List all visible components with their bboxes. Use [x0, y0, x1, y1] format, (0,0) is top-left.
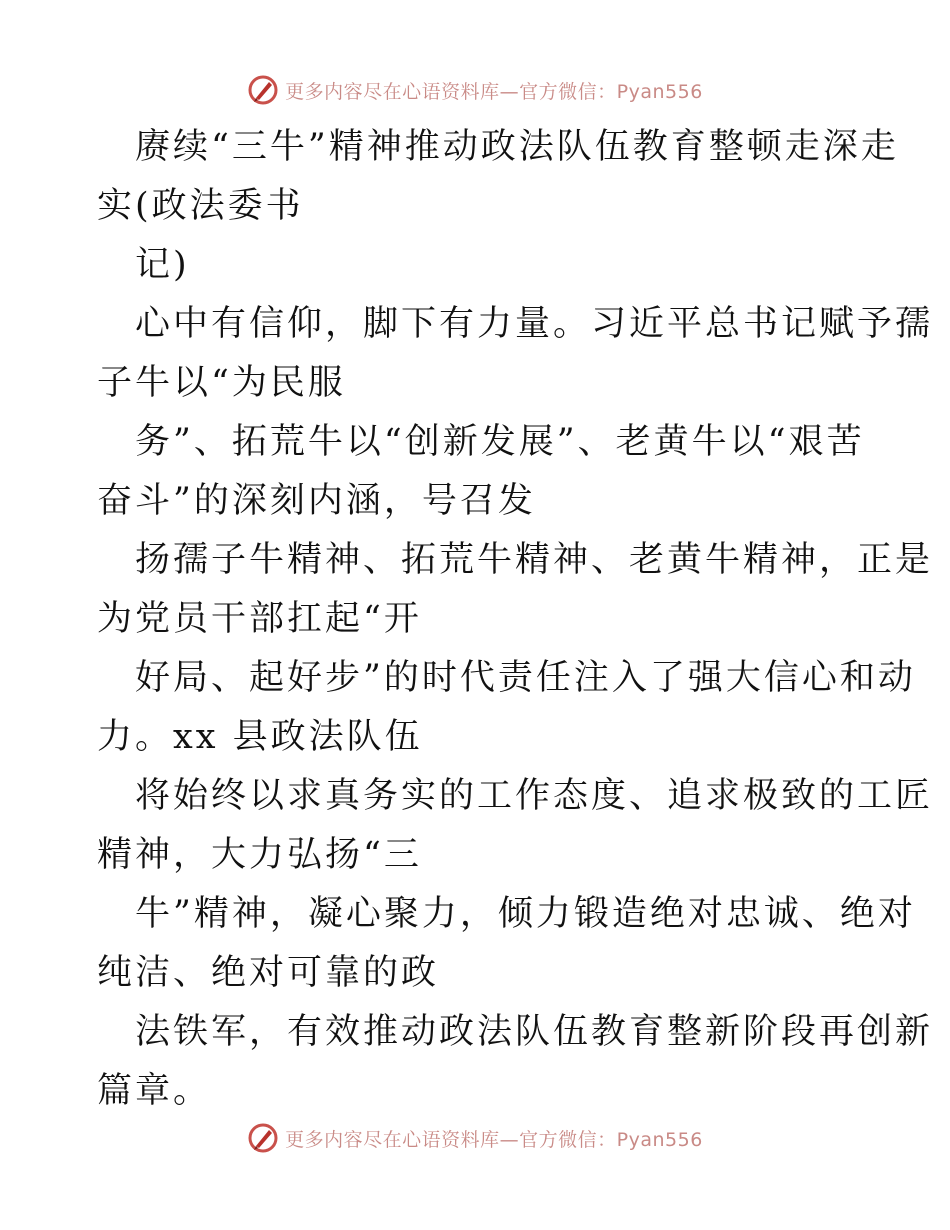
text-line: 扬孺子牛精神、拓荒牛精神、老黄牛精神，正是 [135, 540, 934, 580]
header-watermark [0, 70, 950, 110]
text-line: 奋斗”的深刻内涵，号召发 [97, 481, 536, 521]
quill-pen-logo-icon [247, 1122, 279, 1154]
quill-pen-logo-icon [247, 74, 279, 106]
text-line: 牛”精神，凝心聚力，倾力锻造绝对忠诚、绝对 [135, 894, 916, 934]
watermark-text: 更多内容尽在心语资料库—官方微信：Pyan556 [285, 1128, 703, 1151]
text-line: 记) [135, 245, 190, 285]
text-line: 精神，大力弘扬“三 [97, 835, 422, 875]
text-line: 力。xx 县政法队伍 [97, 717, 423, 757]
text-line: 心中有信仰，脚下有力量。习近平总书记赋予孺 [135, 304, 934, 344]
watermark-text: 更多内容尽在心语资料库—官方微信：Pyan556 [285, 80, 703, 103]
text-line: 法铁军，有效推动政法队伍教育整新阶段再创新 [135, 1012, 934, 1052]
footer-watermark [0, 1118, 950, 1158]
text-line: 务”、拓荒牛以“创新发展”、老黄牛以“艰苦 [135, 422, 865, 462]
text-line: 赓续“三牛”精神推动政法队伍教育整顿走深走 [135, 127, 899, 167]
text-line: 实(政法委书 [97, 186, 304, 226]
text-line: 子牛以“为民服 [97, 363, 346, 403]
text-line: 好局、起好步”的时代责任注入了强大信心和动 [135, 658, 916, 698]
text-line: 为党员干部扛起“开 [97, 599, 422, 639]
text-line: 将始终以求真务实的工作态度、追求极致的工匠 [135, 776, 934, 816]
text-line: 纯洁、绝对可靠的政 [97, 953, 440, 993]
document-body [97, 118, 934, 1121]
text-line: 篇章。 [97, 1071, 212, 1111]
